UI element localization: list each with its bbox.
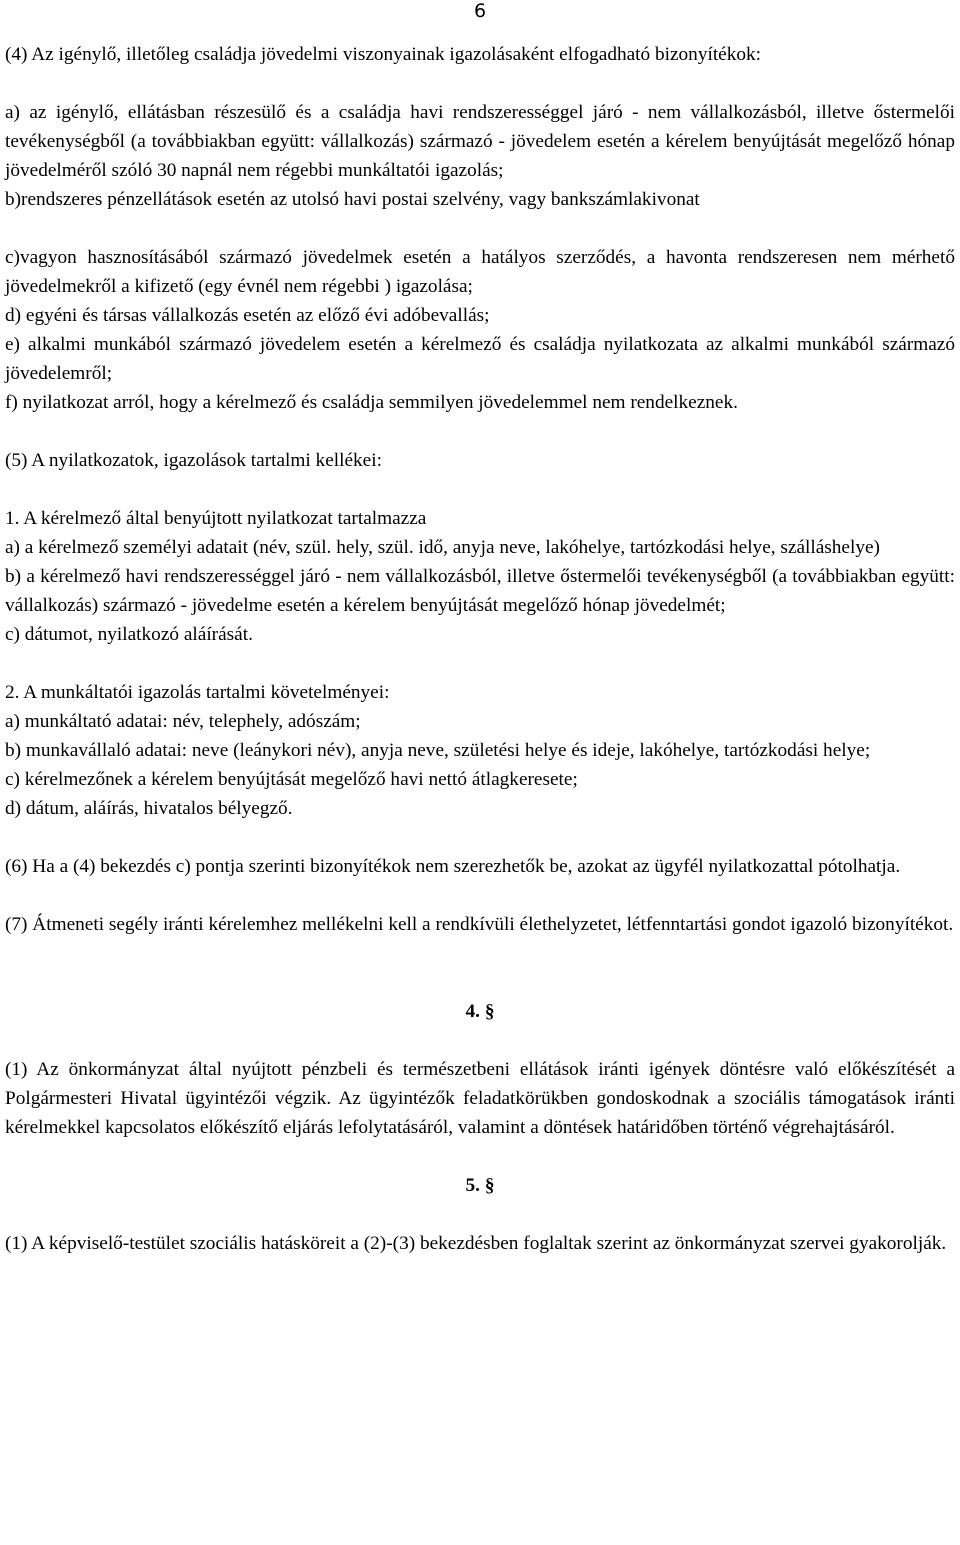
section-5-paragraph-1: (1) A képviselő-testület szociális hatásköreit a (2)-(3) bekezdésben foglaltak szerint az önkormányzat szervei gyakorolják. (5, 1233, 947, 1254)
paragraph-5-2-d: d) dátum, aláírás, hivatalos bélyegző. (5, 798, 293, 819)
section-4-paragraph-1: (1) Az önkormányzat által nyújtott pénzbeli és természetbeni ellátások iránti igények döntésre való előkészítését a Polgármesteri Hivatal ügyintézői végzik. Az ügyintézők feladatkörükben gondoskodnak a szociális támogatások iránti kérelmekkel kapcsolatos előkészítő eljárás lefolytatásáról, valamint a döntések határidőben történő végrehajtásáról. (5, 1059, 955, 1138)
paragraph-5-2-a: a) munkáltató adatai: név, telephely, adószám; (5, 711, 361, 732)
paragraph-5-1: 1. A kérelmező által benyújtott nyilatkozat tartalmazza (5, 508, 427, 529)
section-5-heading (5, 1171, 955, 1200)
paragraph-6: (6) Ha a (4) bekezdés c) pontja szerinti bizonyítékok nem szerezhetők be, azokat az ügyfél nyilatkozattal pótolhatja. (5, 856, 901, 877)
paragraph-5-1-b: b) a kérelmező havi rendszerességgel járó - nem vállalkozásból, illetve őstermelői tevékenységből (a továbbiakban együtt: vállalkozás) származó - jövedelme esetén a kérelem benyújtását megelőző hónap jövedelmét; (5, 566, 955, 616)
paragraph-4-a: a) az igénylő, ellátásban részesülő és a családja havi rendszerességgel járó - nem vállalkozásból, illetve őstermelői tevékenységből (a továbbiakban együtt: vállalkozás) származó - jövedelem esetén a kérelem benyújtását megelőző hónap jövedelméről szóló 30 napnál nem régebbi munkáltatói igazolás; (5, 102, 955, 181)
document-body (5, 40, 955, 1258)
paragraph-5-2: 2. A munkáltatói igazolás tartalmi követelményei: (5, 682, 390, 703)
paragraph-5-2-b: b) munkavállaló adatai: neve (leánykori név), anyja neve, születési helye és ideje, lakóhelye, tartózkodási helye; (5, 740, 871, 761)
paragraph-5-1-c: c) dátumot, nyilatkozó aláírását. (5, 624, 253, 645)
paragraph-4-f: f) nyilatkozat arról, hogy a kérelmező és családja semmilyen jövedelemmel nem rendelkeznek. (5, 392, 738, 413)
page-number: 6 (473, 0, 487, 22)
section-4-heading (5, 997, 955, 1026)
paragraph-4-c: c)vagyon hasznosításából származó jövedelmek esetén a hatályos szerződés, a havonta rendszeresen nem mérhető jövedelmekről a kifizető (egy évnél nem régebbi ) igazolása; (5, 247, 955, 297)
paragraph-4-b: b)rendszeres pénzellátások esetén az utolsó havi postai szelvény, vagy bankszámlakivonat (5, 189, 700, 210)
paragraph-4-d: d) egyéni és társas vállalkozás esetén az előző évi adóbevallás; (5, 305, 490, 326)
section-5-number: 5. (465, 1175, 480, 1196)
section-sign-icon: § (484, 1175, 495, 1196)
paragraph-5-1-a: a) a kérelmező személyi adatait (név, szül. hely, szül. idő, anyja neve, lakóhelye, tartózkodási helye, szálláshelye) (5, 537, 880, 558)
section-sign-icon: § (484, 1001, 495, 1022)
paragraph-5-intro: (5) A nyilatkozatok, igazolások tartalmi kellékei: (5, 450, 382, 471)
paragraph-4-e: e) alkalmi munkából származó jövedelem esetén a kérelmező és családja nyilatkozata az alkalmi munkából származó jövedelemről; (5, 334, 955, 384)
section-4-number: 4. (465, 1001, 480, 1022)
paragraph-5-2-c: c) kérelmezőnek a kérelem benyújtását megelőző havi nettó átlagkeresete; (5, 769, 578, 790)
paragraph-7: (7) Átmeneti segély iránti kérelemhez mellékelni kell a rendkívüli élethelyzetet, létfenntartási gondot igazoló bizonyítékot. (5, 914, 954, 935)
paragraph-4-intro: (4) Az igénylő, illetőleg családja jövedelmi viszonyainak igazolásaként elfogadható bizonyítékok: (5, 44, 762, 65)
